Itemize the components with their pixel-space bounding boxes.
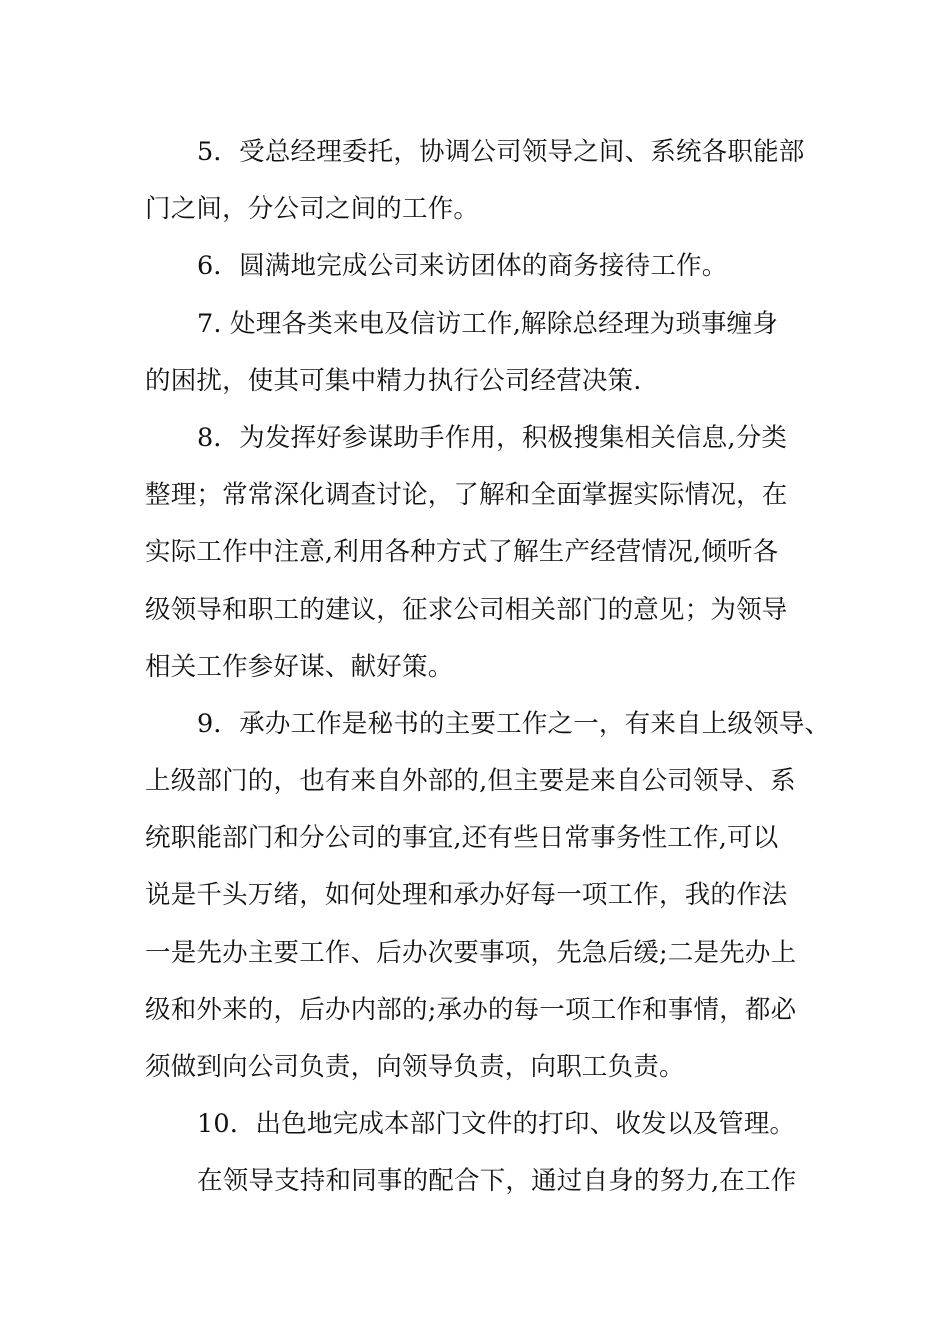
paragraph-11-line-1: 在领导支持和同事的配合下，通过自身的努力,在工作 xyxy=(197,1166,797,1197)
body-text xyxy=(145,124,831,1211)
paragraph-8-line-3: 实际工作中注意,利用各种方式了解生产经营情况,倾听各 xyxy=(145,537,779,568)
paragraph-9-line-1: 9．承办工作是秘书的主要工作之一，有来自上级领导、 xyxy=(197,708,831,739)
paragraph-8-line-2: 整理；常常深化调查讨论，了解和全面掌握实际情况，在 xyxy=(145,480,788,511)
paragraph-5-line-1: 5．受总经理委托，协调公司领导之间、系统各职能部 xyxy=(197,137,805,167)
paragraph-9-line-5: 一是先办主要工作、后办次要事项，先急后缓;二是先办上 xyxy=(145,937,797,968)
paragraph-8-line-5: 相关工作参好谋、献好策。 xyxy=(145,651,454,682)
paragraph-10-line-1: 10．出色地完成本部门文件的打印、收发以及管理。 xyxy=(197,1109,796,1140)
paragraph-8-line-1: 8．为发挥好参谋助手作用，积极搜集相关信息,分类 xyxy=(197,422,788,453)
paragraph-8-line-4: 级领导和职工的建议，征求公司相关部门的意见；为领导 xyxy=(145,594,788,625)
paragraph-9-line-7: 须做到向公司负责，向领导负责，向职工负责。 xyxy=(145,1052,685,1082)
paragraph-7-line-2: 的困扰，使其可集中精力执行公司经营决策. xyxy=(145,365,642,396)
paragraph-9-line-3: 统职能部门和分公司的事宜,还有些日常事务性工作,可以 xyxy=(145,823,779,854)
paragraph-9-line-4: 说是千头万绪，如何处理和承办好每一项工作，我的作法 xyxy=(145,880,788,911)
paragraph-9-line-2: 上级部门的，也有来自外部的,但主要是来自公司领导、系 xyxy=(145,766,796,797)
paragraph-5-line-2: 门之间，分公司之间的工作。 xyxy=(145,194,480,225)
paragraph-7-line-1: 7. 处理各类来电及信访工作,解除总经理为琐事缠身 xyxy=(197,308,779,339)
paragraph-6-line-1: 6．圆满地完成公司来访团体的商务接待工作。 xyxy=(197,251,728,282)
paragraph-9-line-6: 级和外来的，后办内部的;承办的每一项工作和事情，都必 xyxy=(145,994,797,1025)
